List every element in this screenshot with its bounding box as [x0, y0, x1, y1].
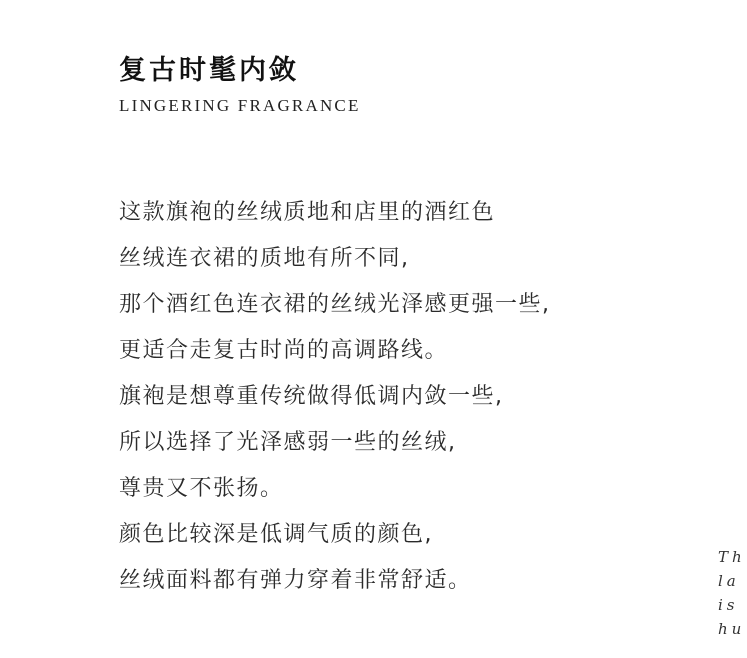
handwritten-line: la: [718, 572, 740, 590]
description-line: 这款旗袍的丝绒质地和店里的酒红色: [119, 200, 496, 225]
handwritten-line: is: [718, 596, 739, 614]
description-line: 颜色比较深是低调气质的颜色,: [119, 522, 433, 547]
handwritten-line: hu: [718, 620, 746, 638]
description-line: 所以选择了光泽感弱一些的丝绒,: [119, 430, 457, 455]
description-line: 更适合走复古时尚的高调路线。: [119, 338, 449, 363]
page-subtitle: LINGERING FRAGRANCE: [119, 96, 361, 115]
description-line: 丝绒面料都有弹力穿着非常舒适。: [119, 568, 472, 593]
description-line: 那个酒红色连衣裙的丝绒光泽感更强一些,: [119, 292, 551, 317]
description-line: 旗袍是想尊重传统做得低调内敛一些,: [119, 384, 504, 409]
page-title: 复古时髦内敛: [119, 55, 299, 86]
description-line: 丝绒连衣裙的质地有所不同,: [119, 246, 410, 271]
description-line: 尊贵又不张扬。: [119, 476, 284, 501]
handwritten-note: [718, 546, 746, 642]
handwritten-line: Th: [718, 548, 746, 566]
description-text: [119, 195, 551, 609]
